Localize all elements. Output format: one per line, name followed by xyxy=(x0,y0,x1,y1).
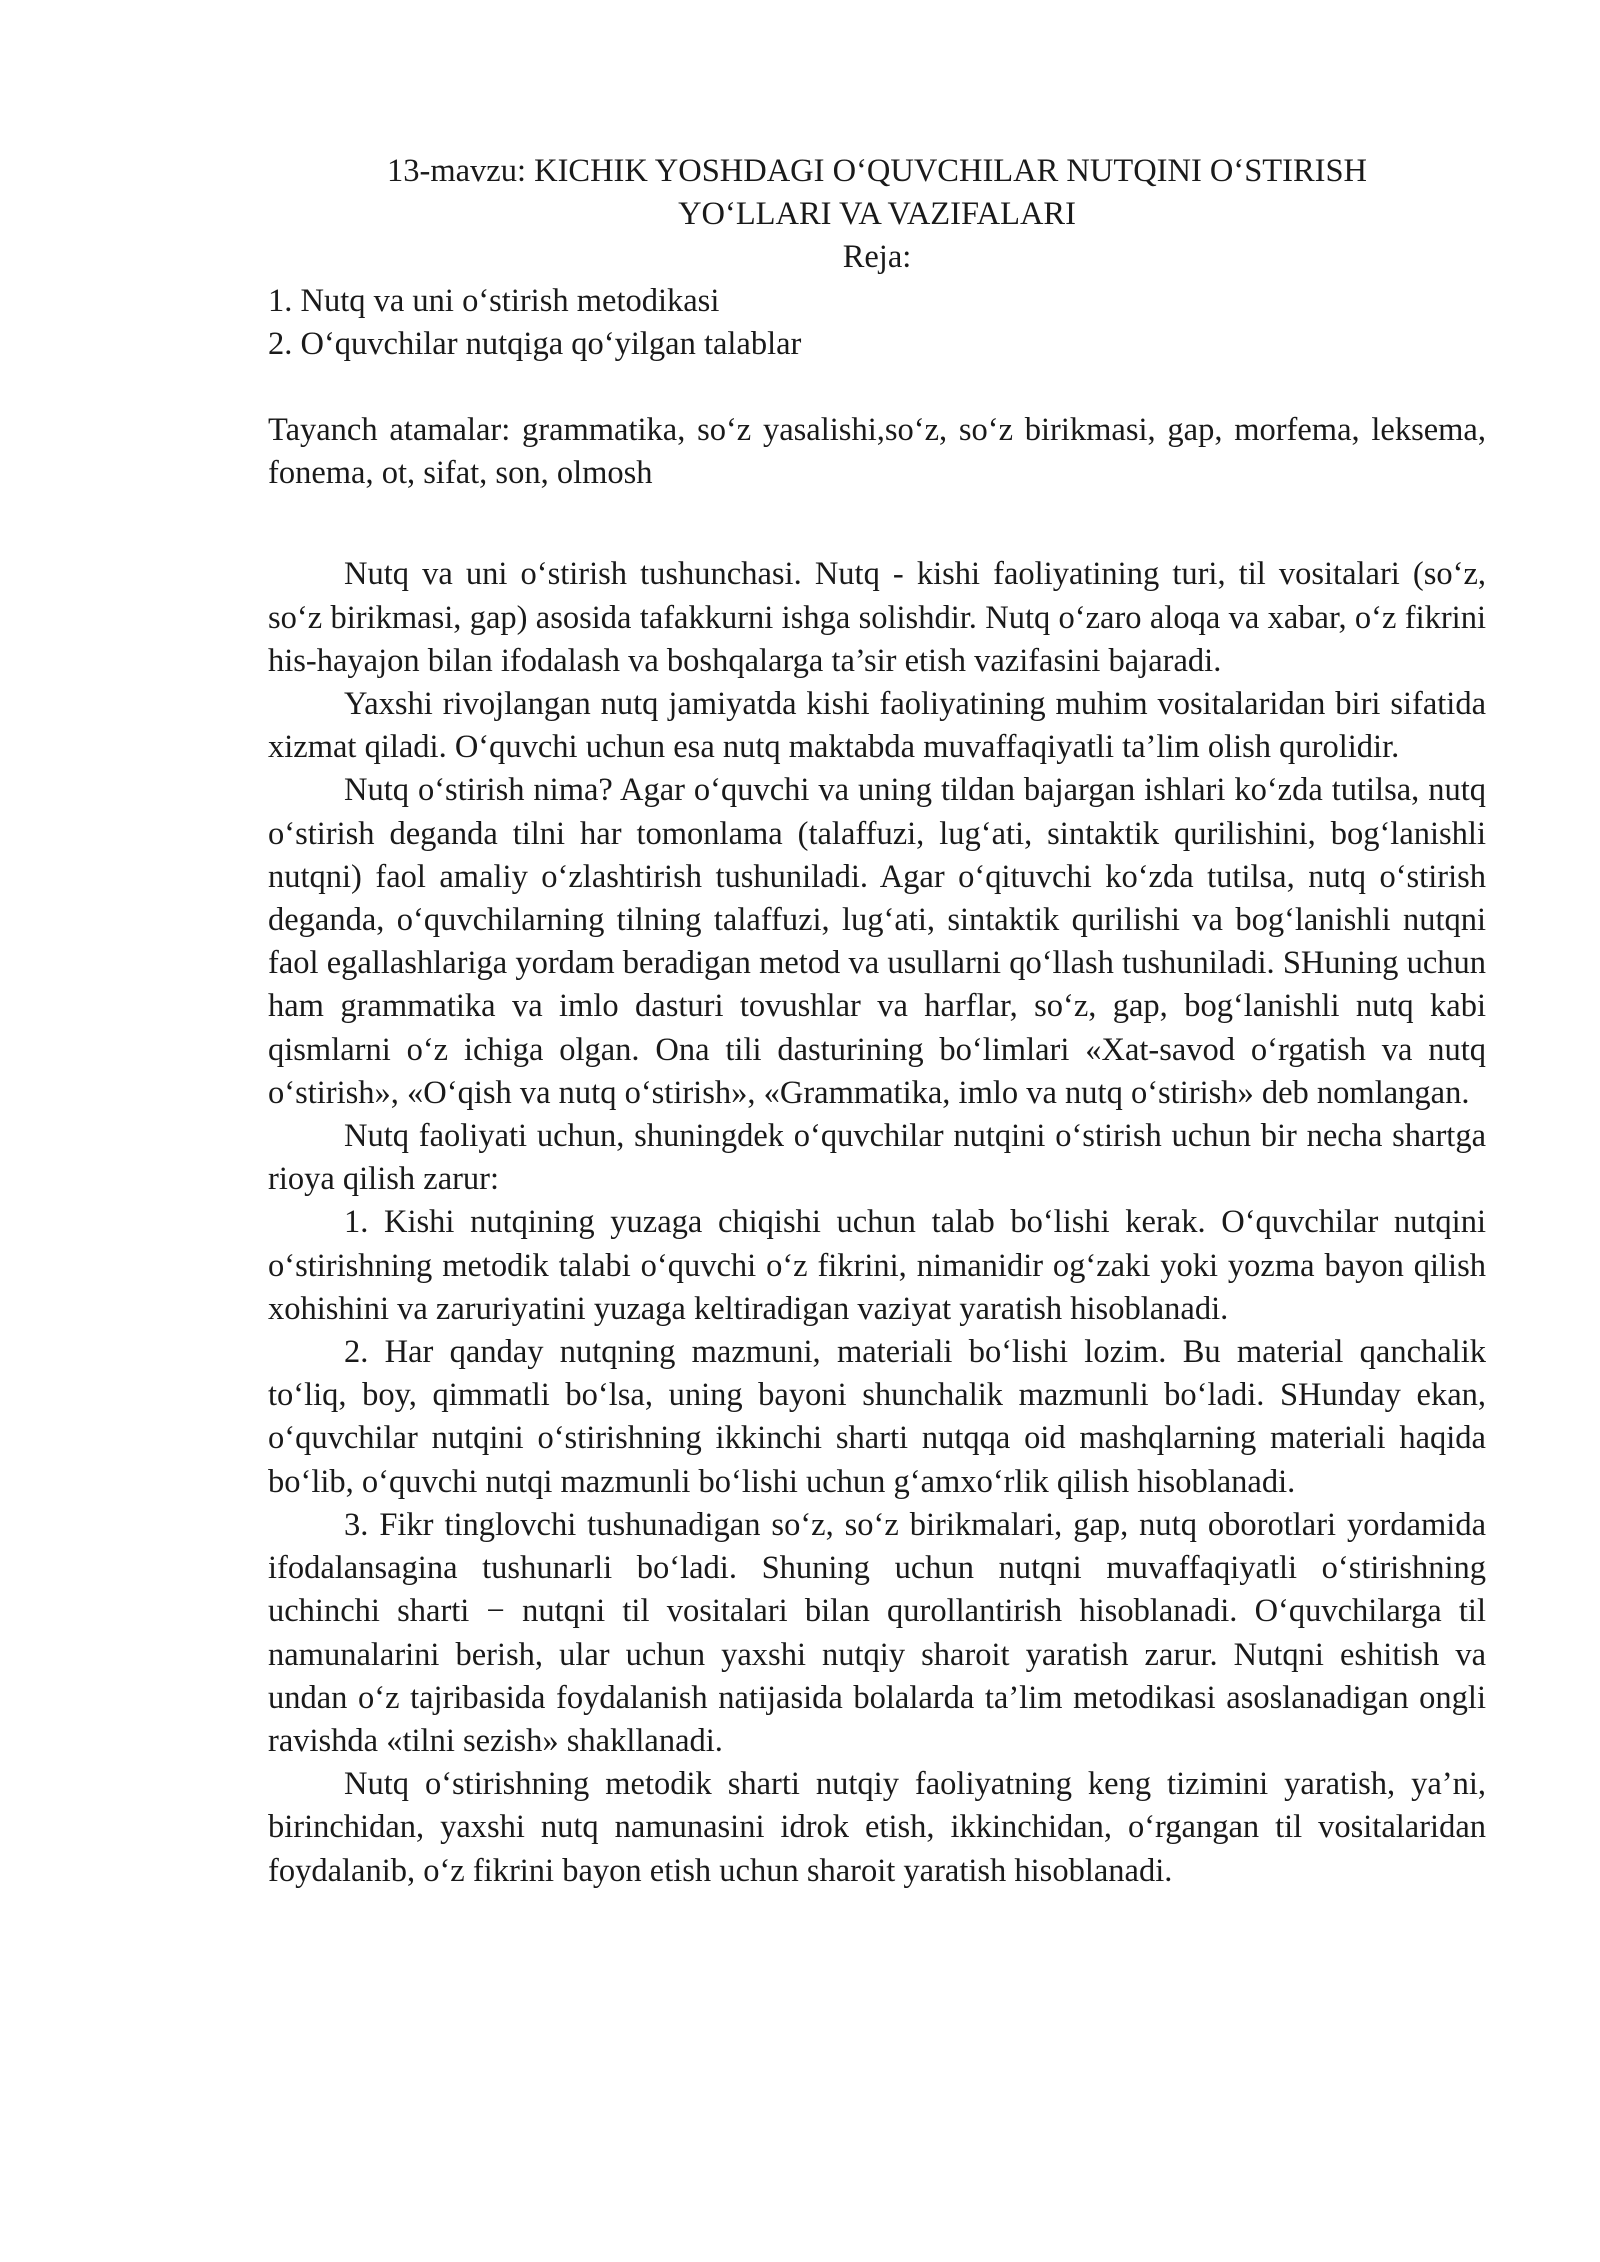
paragraph-6: 2. Har qanday nutqning mazmuni, materiali bo‘lishi lozim. Bu material qanchalik to‘liq, boy, qimmatli bo‘lsa, uning bayoni shunchalik mazmunli bo‘ladi. SHunday ekan, o‘quvchilar nutqini o‘stirishning ikkinchi sharti nutqqa oid mashqlarning materiali haqida bo‘lib, o‘quvchi nutqi mazmunli bo‘lishi uchun g‘amxo‘rlik qilish hisoblanadi. xyxy=(268,1334,1486,1500)
body-text xyxy=(268,553,1486,1892)
paragraph-2: Yaxshi rivojlangan nutq jamiyatda kishi faoliyatining muhim vositalaridan biri sifatida xizmat qiladi. O‘quvchi uchun esa nutq maktabda muvaffaqiyatli ta’lim olish qurolidir. xyxy=(268,686,1486,766)
page-title xyxy=(268,150,1486,236)
paragraph-3: Nutq o‘stirish nima? Agar o‘quvchi va uning tildan bajargan ishlari ko‘zda tutilsa, nutq o‘stirish deganda tilni har tomonlama (talaffuzi, lug‘ati, sintaktik qurilishini, bog‘lanishli nutqni) faol amaliy o‘zlashtirish tushuniladi. Agar o‘qituvchi ko‘zda tutilsa, nutq o‘stirish deganda, o‘quvchilarning tilning talaffuzi, lug‘ati, sintaktik qurilishi va bog‘lanishli nutqni faol egallashlariga yordam beradigan metod va usullarni qo‘llash tushuniladi. SHuning uchun ham grammatika va imlo dasturi tovushlar va harflar, so‘z, gap, bog‘lanishli nutq kabi qismlarni o‘z ichiga olgan. Ona tili dasturining bo‘limlari «Xat-savod o‘rgatish va nutq o‘stirish», «O‘qish va nutq o‘stirish», «Grammatika, imlo va nutq o‘stirish» deb nomlangan. xyxy=(268,772,1486,1111)
plan-item-2: 2. O‘quvchilar nutqiga qo‘yilgan talablar xyxy=(268,325,802,362)
title-line-2: YO‘LLARI VA VAZIFALARI xyxy=(678,196,1076,233)
plan-item-1: 1. Nutq va uni o‘stirish metodikasi xyxy=(268,282,720,319)
plan-list xyxy=(268,280,1486,366)
paragraph-5: 1. Kishi nutqining yuzaga chiqishi uchun talab bo‘lishi kerak. O‘quvchilar nutqini o‘stirishning metodik talabi o‘quvchi o‘z fikrini, nimanidir og‘zaki yoki yozma bayon qilish xohishini va zaruriyatini yuzaga keltiradigan vaziyat yaratish hisoblanadi. xyxy=(268,1204,1486,1327)
paragraph-1: Nutq va uni o‘stirish tushunchasi. Nutq - kishi faoliyatining turi, til vositalari (so‘z, so‘z birikmasi, gap) asosida tafakkurni ishga solishdir. Nutq o‘zaro aloqa va xabar, o‘z fikrini his-hayajon bilan ifodalash va boshqalarga ta’sir etish vazifasini bajaradi. xyxy=(268,556,1486,679)
paragraph-8: Nutq o‘stirishning metodik sharti nutqiy faoliyatning keng tizimini yaratish, ya’ni, birinchidan, yaxshi nutq namunasini idrok etish, ikkinchidan, o‘rgangan til vositalaridan foydalanib, o‘z fikrini bayon etish uchun sharoit yaratish hisoblanadi. xyxy=(268,1766,1486,1889)
title-line-1: 13-mavzu: KICHIK YOSHDAGI O‘QUVCHILAR NUTQINI O‘STIRISH xyxy=(387,153,1367,189)
paragraph-7: 3. Fikr tinglovchi tushunadigan so‘z, so‘z birikmalari, gap, nutq oborotlari yordamida ifodalansagina tushunarli bo‘ladi. Shuning uchun nutqni muvaffaqiyatli o‘stirishning uchinchi sharti − nutqni til vositalari bilan qurollantirish hisoblanadi. O‘quvchilarga til namunalarini berish, ular uchun yaxshi nutqiy sharoit yaratish zarur. Nutqni eshitish va undan o‘z tajribasida foydalanish natijasida bolalarda ta’lim metodikasi asoslanadigan ongli ravishda «tilni sezish» shakllanadi. xyxy=(268,1506,1486,1759)
paragraph-4: Nutq faoliyati uchun, shuningdek o‘quvchilar nutqini o‘stirish uchun bir necha shartga rioya qilish zarur: xyxy=(268,1118,1486,1198)
plan-heading: Reja: xyxy=(842,239,912,276)
key-terms: Tayanch atamalar: grammatika, so‘z yasalishi,so‘z, so‘z birikmasi, gap, morfema, leksema, fonema, ot, sifat, son, olmosh xyxy=(268,412,1486,492)
document-page xyxy=(268,150,1486,1893)
